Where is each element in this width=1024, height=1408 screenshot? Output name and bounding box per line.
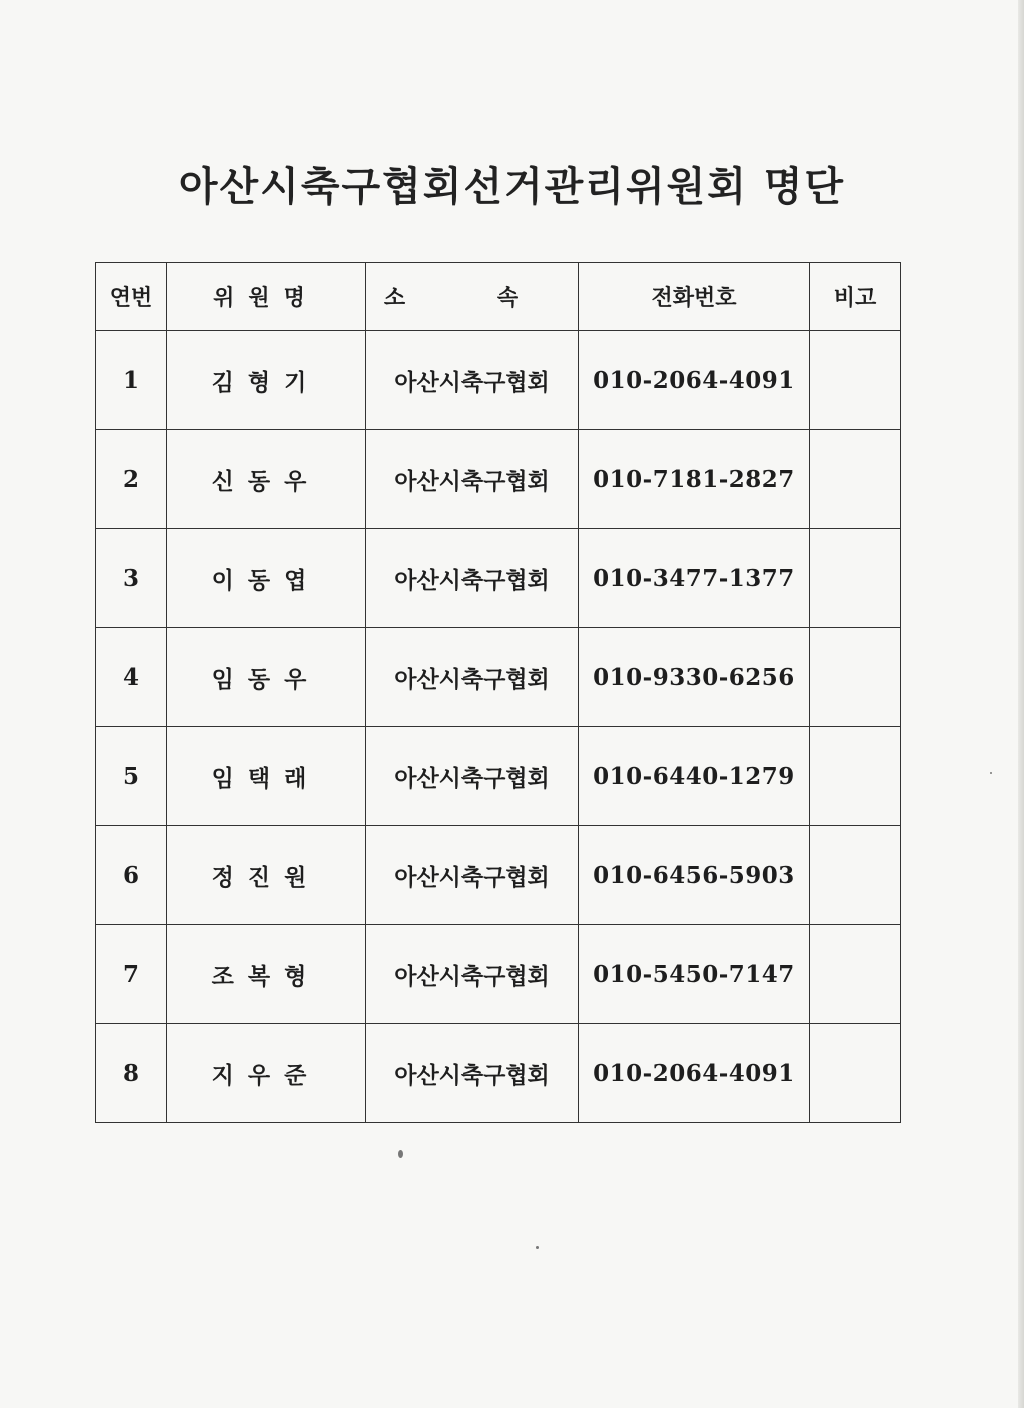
cell-note: [810, 1024, 901, 1123]
cell-phone: 010-6440-1279: [579, 727, 810, 826]
cell-affiliation: 아산시축구협회: [366, 826, 579, 925]
cell-no: 5: [96, 727, 167, 826]
cell-note: [810, 331, 901, 430]
table-row: [96, 430, 901, 529]
header-no: 연번: [96, 263, 167, 331]
table-row: [96, 925, 901, 1024]
cell-affiliation: 아산시축구협회: [366, 331, 579, 430]
table-body: [96, 331, 901, 1123]
cell-phone: 010-9330-6256: [579, 628, 810, 727]
cell-phone: 010-7181-2827: [579, 430, 810, 529]
header-phone: 전화번호: [579, 263, 810, 331]
cell-no: 4: [96, 628, 167, 727]
cell-note: [810, 430, 901, 529]
cell-member-name: 정진원: [167, 826, 366, 925]
committee-roster-table: [95, 262, 901, 1123]
header-row: [96, 263, 901, 331]
cell-no: 6: [96, 826, 167, 925]
cell-note: [810, 628, 901, 727]
cell-member-name: 지우준: [167, 1024, 366, 1123]
cell-no: 7: [96, 925, 167, 1024]
cell-phone: 010-2064-4091: [579, 331, 810, 430]
table-row: [96, 628, 901, 727]
cell-phone: 010-3477-1377: [579, 529, 810, 628]
scan-speck: [536, 1246, 539, 1249]
scan-speck: [398, 1150, 403, 1158]
cell-member-name: 김형기: [167, 331, 366, 430]
cell-no: 3: [96, 529, 167, 628]
table-header: [96, 263, 901, 331]
cell-affiliation: 아산시축구협회: [366, 727, 579, 826]
table-row: [96, 1024, 901, 1123]
cell-note: [810, 826, 901, 925]
cell-affiliation: 아산시축구협회: [366, 430, 579, 529]
cell-affiliation: 아산시축구협회: [366, 529, 579, 628]
cell-note: [810, 925, 901, 1024]
table-row: [96, 529, 901, 628]
header-name: 위원명: [167, 263, 366, 331]
cell-no: 8: [96, 1024, 167, 1123]
cell-member-name: 임동우: [167, 628, 366, 727]
cell-phone: 010-6456-5903: [579, 826, 810, 925]
table-row: [96, 331, 901, 430]
scan-speck: [990, 772, 992, 774]
cell-note: [810, 529, 901, 628]
cell-note: [810, 727, 901, 826]
cell-member-name: 조복형: [167, 925, 366, 1024]
cell-member-name: 임택래: [167, 727, 366, 826]
cell-affiliation: 아산시축구협회: [366, 628, 579, 727]
cell-affiliation: 아산시축구협회: [366, 925, 579, 1024]
header-affiliation: 소 속: [366, 263, 579, 331]
cell-phone: 010-5450-7147: [579, 925, 810, 1024]
cell-no: 1: [96, 331, 167, 430]
cell-phone: 010-2064-4091: [579, 1024, 810, 1123]
cell-member-name: 신동우: [167, 430, 366, 529]
table-row: [96, 727, 901, 826]
cell-member-name: 이동엽: [167, 529, 366, 628]
cell-affiliation: 아산시축구협회: [366, 1024, 579, 1123]
document-title: 아산시축구협회선거관리위원회 명단: [178, 162, 846, 210]
cell-no: 2: [96, 430, 167, 529]
header-note: 비고: [810, 263, 901, 331]
table-row: [96, 826, 901, 925]
